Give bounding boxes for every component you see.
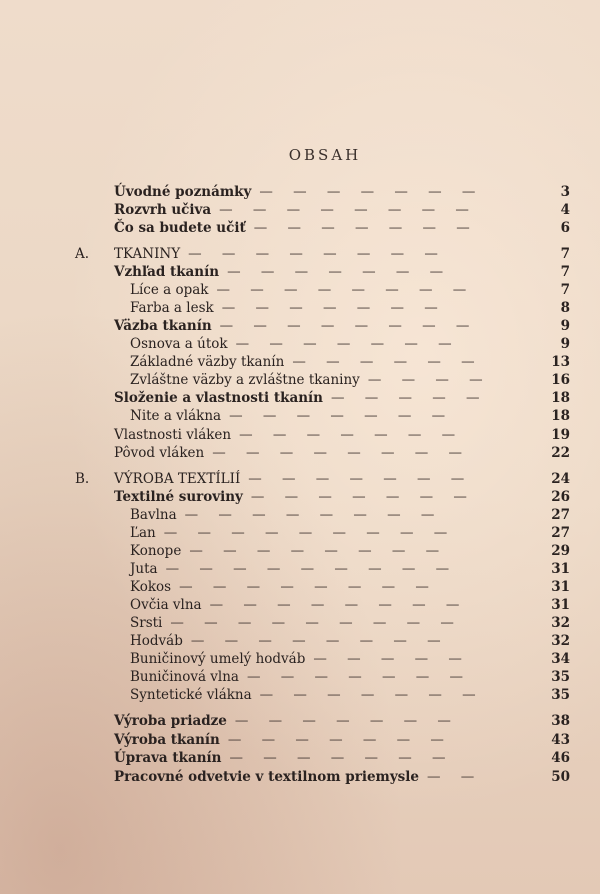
toc-entry-page: 7 — [560, 246, 570, 262]
dash-leader: — — — — — — — — [227, 264, 464, 280]
toc-entry-page: 7 — [560, 282, 570, 298]
dash-leader: — — — — — — — — — [219, 318, 490, 334]
dash-leader: — — — — — — — — — [219, 202, 490, 218]
toc-entry-title: Srsti — [130, 615, 163, 631]
dash-leader: — — — — — — — — [239, 427, 476, 443]
toc-entry — [0, 768, 600, 787]
toc-entry-page: 9 — [560, 336, 570, 352]
toc-entry-page: 38 — [551, 713, 570, 729]
toc-entry — [0, 426, 600, 445]
toc-entry-page: 26 — [551, 489, 570, 505]
dash-leader: — — — — — — — — — [188, 246, 459, 262]
toc-entry-page: 4 — [560, 202, 570, 218]
dash-leader: — — — — — — — — — — [165, 561, 470, 577]
toc-entry — [0, 632, 600, 651]
page-title: OBSAH — [288, 146, 362, 164]
dash-leader: — — — — — — — — — [189, 543, 460, 559]
toc-entry — [0, 299, 600, 318]
toc-entry-page: 35 — [551, 687, 570, 703]
toc-entry — [0, 712, 600, 731]
toc-entry — [0, 731, 600, 750]
toc-entry-page: 24 — [551, 471, 570, 487]
dash-leader: — — — — — — — — [250, 489, 488, 505]
toc-entry-page: 35 — [551, 669, 570, 685]
dash-leader: — — — — — — — — — [209, 597, 480, 613]
dash-leader: — — — — — — — — [253, 220, 490, 236]
toc-entry-page: 9 — [560, 318, 570, 334]
toc-entry-title: Bavlna — [130, 507, 177, 523]
toc-entry-title: Zvláštne väzby a zvláštne tkaniny — [130, 372, 360, 388]
dash-leader: — — — — — — [313, 651, 483, 667]
toc-entry-title: Ľan — [130, 525, 156, 541]
toc-entry-title: Väzba tkanín — [114, 318, 212, 334]
dash-leader: — — — — — — — [292, 354, 495, 370]
dash-leader: — — — — — — — — — — [170, 615, 475, 631]
toc-entry-page: 16 — [551, 372, 570, 388]
toc-entry-title: Výroba priadze — [114, 713, 227, 729]
dash-leader: — — — — — — — — [259, 184, 496, 200]
toc-entry-page: 46 — [551, 750, 570, 766]
dash-leader: — — — — — — — — — [216, 282, 487, 298]
toc-entry-title: Textilné suroviny — [114, 489, 243, 505]
dash-leader: — — — — — — — — [227, 732, 465, 748]
toc-entry — [0, 317, 600, 336]
toc-entry — [0, 353, 600, 372]
dash-leader: — — — — — — [330, 390, 500, 406]
toc-entry-title: Hodváb — [130, 633, 183, 649]
toc-entry-page: 32 — [551, 633, 570, 649]
toc-entry — [0, 407, 600, 426]
toc-entry-page: 7 — [560, 264, 570, 280]
toc-entry-page: 3 — [560, 184, 570, 200]
dash-leader: — — — — — — — — [229, 750, 466, 766]
section-letter: B. — [75, 471, 90, 487]
toc-entry-title: Osnova a útok — [130, 336, 228, 352]
toc-entry-title: Buničinový umelý hodváb — [130, 651, 306, 667]
dash-leader: — — — — — — — — — [179, 579, 450, 595]
toc-entry-page: 27 — [551, 507, 570, 523]
toc-entry-title: Úprava tkanín — [114, 750, 222, 766]
toc-entry-page: 31 — [551, 579, 570, 595]
toc-entry — [0, 183, 600, 202]
toc-entry-title: Úvodné poznámky — [114, 184, 252, 200]
toc-entry-title: Vlastnosti vláken — [114, 427, 232, 443]
toc-entry — [0, 201, 600, 220]
toc-entry — [0, 686, 600, 705]
toc-entry-title: Nite a vlákna — [130, 408, 222, 424]
toc-entry-title: Líce a opak — [130, 282, 209, 298]
toc-entry — [0, 614, 600, 633]
toc-entry — [0, 389, 600, 408]
toc-entry-title: Farba a lesk — [130, 300, 214, 316]
toc-entry — [0, 749, 600, 768]
section-letter: A. — [75, 246, 90, 262]
toc-entry — [0, 281, 600, 300]
toc-entry-title: TKANINY — [114, 246, 181, 262]
toc-entry — [0, 371, 600, 390]
toc-entry-page: 18 — [551, 390, 570, 406]
toc-entry-title: Základné väzby tkanín — [130, 354, 285, 370]
toc-entry-page: 19 — [551, 427, 570, 443]
toc-entry-page: 43 — [551, 732, 570, 748]
toc-entry-title: Složenie a vlastnosti tkanín — [114, 390, 323, 406]
toc-entry — [0, 245, 600, 264]
dash-leader: — — — — — — — — [235, 336, 472, 352]
dash-leader: — — — — — — — — — — [163, 525, 468, 541]
toc-entry-page: 31 — [551, 597, 570, 613]
dash-leader: — — — — — [367, 372, 503, 388]
toc-entry — [0, 596, 600, 615]
toc-entry-page: 27 — [551, 525, 570, 541]
toc-entry-title: Ovčia vlna — [130, 597, 202, 613]
toc-entry-page: 50 — [551, 769, 570, 785]
toc-entry — [0, 219, 600, 238]
toc-entry-page: 31 — [551, 561, 570, 577]
toc-entry — [0, 668, 600, 687]
dash-leader: — — — — — — — — [246, 669, 484, 685]
toc-entry — [0, 560, 600, 579]
toc-entry-title: Výroba tkanín — [114, 732, 220, 748]
toc-entry-title: Rozvrh učiva — [114, 202, 212, 218]
toc-entry — [0, 488, 600, 507]
toc-entry-title: Buničinová vlna — [130, 669, 239, 685]
dash-leader: — — — — — — — — [248, 471, 485, 487]
dash-leader: — — — — — — — — [234, 713, 472, 729]
toc-entry-page: 22 — [551, 445, 570, 461]
toc-entry-title: VÝROBA TEXTÍLIÍ — [114, 471, 241, 487]
dash-leader: — — — — — — — — — [212, 445, 483, 461]
toc-entry-title: Čo sa budete učiť — [114, 220, 246, 236]
toc-entry-title: Pôvod vláken — [114, 445, 205, 461]
toc-entry — [0, 578, 600, 597]
toc-entry-title: Konope — [130, 543, 182, 559]
toc-entry-title: Pracovné odvetvie v textilnom priemysle — [114, 769, 419, 785]
toc-entry — [0, 335, 600, 354]
toc-entry-page: 8 — [560, 300, 570, 316]
toc-entry-title: Vzhľad tkanín — [114, 264, 220, 280]
toc-entry-page: 29 — [551, 543, 570, 559]
dash-leader: — — — — — — — — — [184, 507, 455, 523]
toc-entry-title: Juta — [130, 561, 158, 577]
dash-leader: — — — — — — — — [229, 408, 466, 424]
toc-entry-title: Syntetické vlákna — [130, 687, 252, 703]
toc-entry-page: 6 — [560, 220, 570, 236]
dash-leader: — — — [427, 769, 495, 785]
toc-entry — [0, 542, 600, 561]
toc-entry — [0, 263, 600, 282]
toc-entry — [0, 524, 600, 543]
toc-entry-page: 18 — [551, 408, 570, 424]
toc-entry-page: 34 — [551, 651, 570, 667]
toc-entry — [0, 444, 600, 463]
toc-entry-page: 32 — [551, 615, 570, 631]
toc-entry — [0, 650, 600, 669]
toc-entry — [0, 470, 600, 489]
dash-leader: — — — — — — — — [259, 687, 496, 703]
dash-leader: — — — — — — — — [221, 300, 458, 316]
toc-entry-page: 13 — [551, 354, 570, 370]
dash-leader: — — — — — — — — — [190, 633, 461, 649]
toc-entry-title: Kokos — [130, 579, 172, 595]
toc-entry — [0, 506, 600, 525]
